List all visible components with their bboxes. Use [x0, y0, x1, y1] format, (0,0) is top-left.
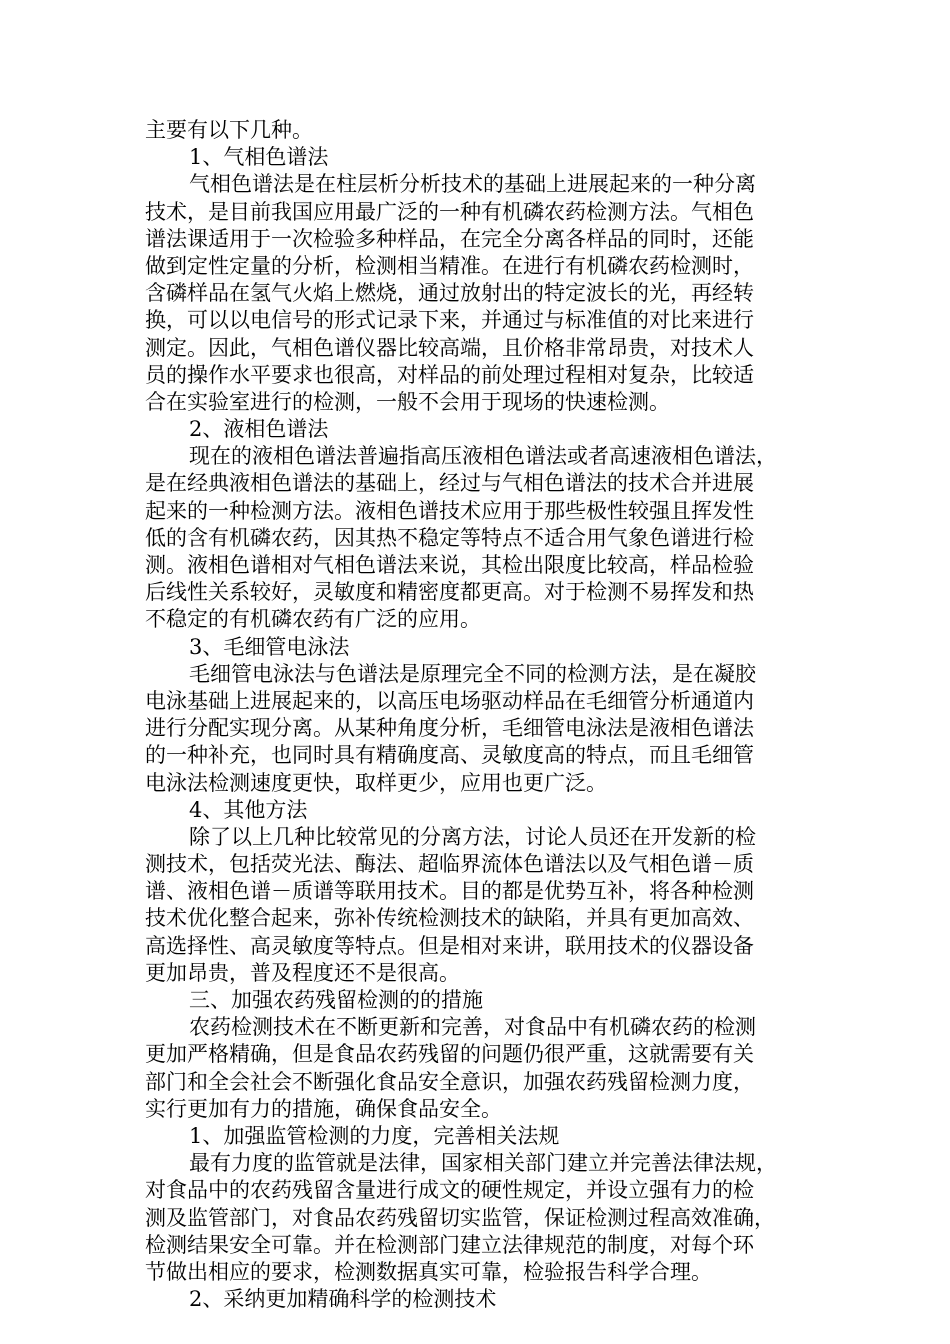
- paragraph-line: 合在实验室进行的检测，一般不会用于现场的快速检测。: [145, 389, 670, 414]
- paragraph-line: 节做出相应的要求，检测数据真实可靠，检验报告科学合理。: [145, 1259, 712, 1284]
- paragraph-line: 做到定性定量的分析，检测相当精准。在进行有机磷农药检测时，: [145, 253, 754, 278]
- paragraph-line: 测技术，包括荧光法、酶法、超临界流体色谱法以及气相色谱－质: [145, 852, 754, 877]
- paragraph-line: 对食品中的农药残留含量进行成文的硬性规定，并设立强有力的检: [145, 1178, 754, 1203]
- paragraph-line: 检测结果安全可靠。并在检测部门建立法律规范的制度，对每个环: [145, 1232, 754, 1257]
- section-heading: 三、加强农药残留检测的的措施: [189, 988, 483, 1012]
- paragraph-line: 是在经典液相色谱法的基础上，经过与气相色谱法的技术合并进展: [145, 471, 754, 496]
- paragraph-line: 测定。因此，气相色谱仪器比较高端，且价格非常昂贵，对技术人: [145, 335, 754, 360]
- paragraph-line: 技术，是目前我国应用最广泛的一种有机磷农药检测方法。气相色: [145, 199, 754, 224]
- paragraph-line: 谱、液相色谱－质谱等联用技术。目的都是优势互补，将各种检测: [145, 879, 754, 904]
- section-heading: 2、液相色谱法: [189, 417, 329, 442]
- paragraph-line: 现在的液相色谱法普遍指高压液相色谱法或者高速液相色谱法，: [189, 444, 777, 469]
- section-heading: 4、其他方法: [189, 797, 308, 822]
- paragraph-line: 部门和全会社会不断强化食品安全意识，加强农药残留检测力度，: [145, 1069, 754, 1094]
- paragraph-line: 电泳基础上进展起来的，以高压电场驱动样品在毛细管分析通道内: [145, 688, 754, 713]
- paragraph-line: 进行分配实现分离。从某种角度分析，毛细管电泳法是液相色谱法: [145, 716, 754, 741]
- paragraph-line: 电泳法检测速度更快，取样更少，应用也更广泛。: [145, 770, 607, 795]
- paragraph-line: 换，可以以电信号的形式记录下来，并通过与标准值的对比来进行: [145, 308, 754, 333]
- paragraph-line: 员的操作水平要求也很高，对样品的前处理过程相对复杂，比较适: [145, 362, 754, 387]
- paragraph-line: 后线性关系较好，灵敏度和精密度都更高。对于检测不易挥发和热: [145, 580, 754, 605]
- paragraph-line: 技术优化整合起来，弥补传统检测技术的缺陷，并具有更加高效、: [145, 906, 754, 931]
- paragraph-line: 的一种补充，也同时具有精确度高、灵敏度高的特点，而且毛细管: [145, 743, 754, 768]
- paragraph-line: 不稳定的有机磷农药有广泛的应用。: [145, 607, 481, 632]
- paragraph-line: 更加昂贵，普及程度还不是很高。: [145, 960, 460, 985]
- section-heading: 1、加强监管检测的力度，完善相关法规: [189, 1123, 560, 1148]
- paragraph-line: 谱法课适用于一次检验多种样品，在完全分离各样品的同时，还能: [145, 226, 754, 251]
- paragraph-line: 实行更加有力的措施，确保食品安全。: [145, 1096, 502, 1121]
- section-heading: 1、气相色谱法: [189, 145, 329, 170]
- paragraph-line: 最有力度的监管就是法律，国家相关部门建立并完善法律法规，: [189, 1151, 777, 1176]
- document-body: [145, 117, 810, 1313]
- paragraph-line: 含磷样品在氢气火焰上燃烧，通过放射出的特定波长的光，再经转: [145, 281, 754, 306]
- paragraph-line: 毛细管电泳法与色谱法是原理完全不同的检测方法，是在凝胶: [189, 661, 756, 686]
- paragraph-line: 更加严格精确，但是食品农药残留的问题仍很严重，这就需要有关: [145, 1042, 754, 1067]
- paragraph-line: 低的含有机磷农药，因其热不稳定等特点不适合用气象色谱进行检: [145, 525, 754, 550]
- paragraph-line: 高选择性、高灵敏度等特点。但是相对来讲，联用技术的仪器设备: [145, 933, 754, 958]
- paragraph-line: 测。液相色谱相对气相色谱法来说，其检出限度比较高，样品检验: [145, 553, 754, 577]
- paragraph-line: 起来的一种检测方法。液相色谱技术应用于那些极性较强且挥发性: [145, 498, 754, 523]
- paragraph-line: 除了以上几种比较常见的分离方法，讨论人员还在开发新的检: [189, 824, 756, 849]
- section-heading: 2、采纳更加精确科学的检测技术: [189, 1287, 497, 1312]
- paragraph-line: 测及监管部门，对食品农药残留切实监管，保证检测过程高效准确，: [145, 1205, 775, 1230]
- paragraph-line: 主要有以下几种。: [145, 118, 313, 142]
- section-heading: 3、毛细管电泳法: [189, 634, 350, 659]
- paragraph-line: 农药检测技术在不断更新和完善，对食品中有机磷农药的检测: [189, 1015, 756, 1040]
- paragraph-line: 气相色谱法是在柱层析分析技术的基础上进展起来的一种分离: [189, 172, 756, 197]
